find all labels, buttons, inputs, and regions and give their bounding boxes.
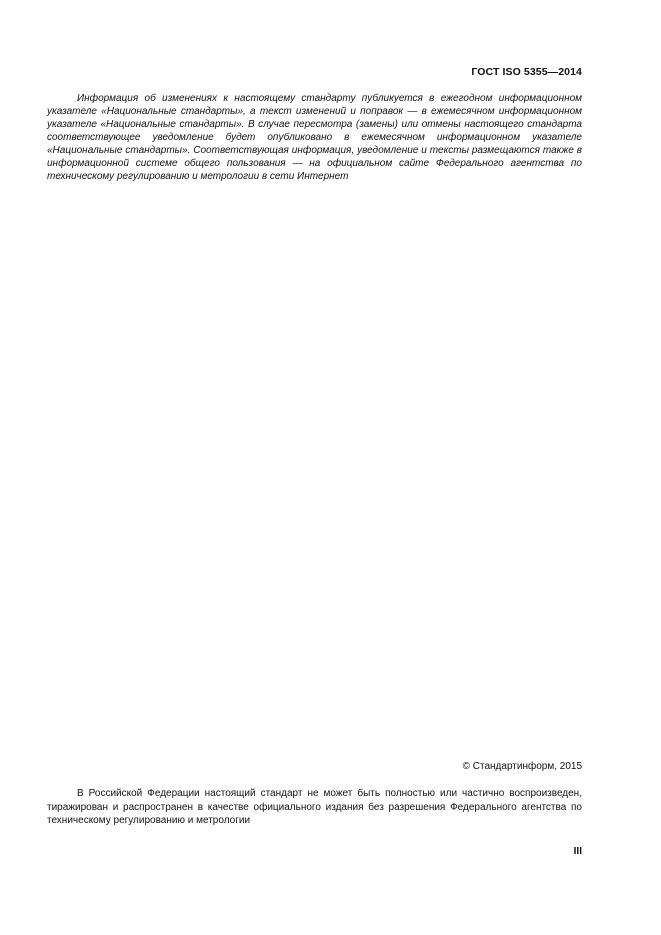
copyright-line: © Стандартинформ, 2015 [462, 761, 582, 772]
document-id: ГОСТ ISO 5355—2014 [471, 66, 582, 78]
reproduction-rights-notice: В Российской Федерации настоящий стандарт не может быть полностью или частично воспроизведен, тиражирован и распространен в качестве официального издания без разрешения Федерального агентства по техническому регулированию и метрологии [47, 788, 582, 826]
page-number: III [573, 846, 582, 857]
amendments-notice: Информация об изменениях к настоящему стандарту публикуется в ежегодном информационном указателе «Национальные стандарты», а текст изменений и поправок — в ежемесячном информационном указателе «Национальные стандарты». В случае пересмотра (замены) или отмены настоящего стандарта соответствующее уведомление будет опубликовано в ежемесячном информационном указателе «Национальные стандарты». Соответствующая информация, уведомление и тексты размещаются также в информационной системе общего пользования — на официальном сайте Федерального агентства по техническому регулированию и метрологии в сети Интернет [47, 93, 582, 182]
